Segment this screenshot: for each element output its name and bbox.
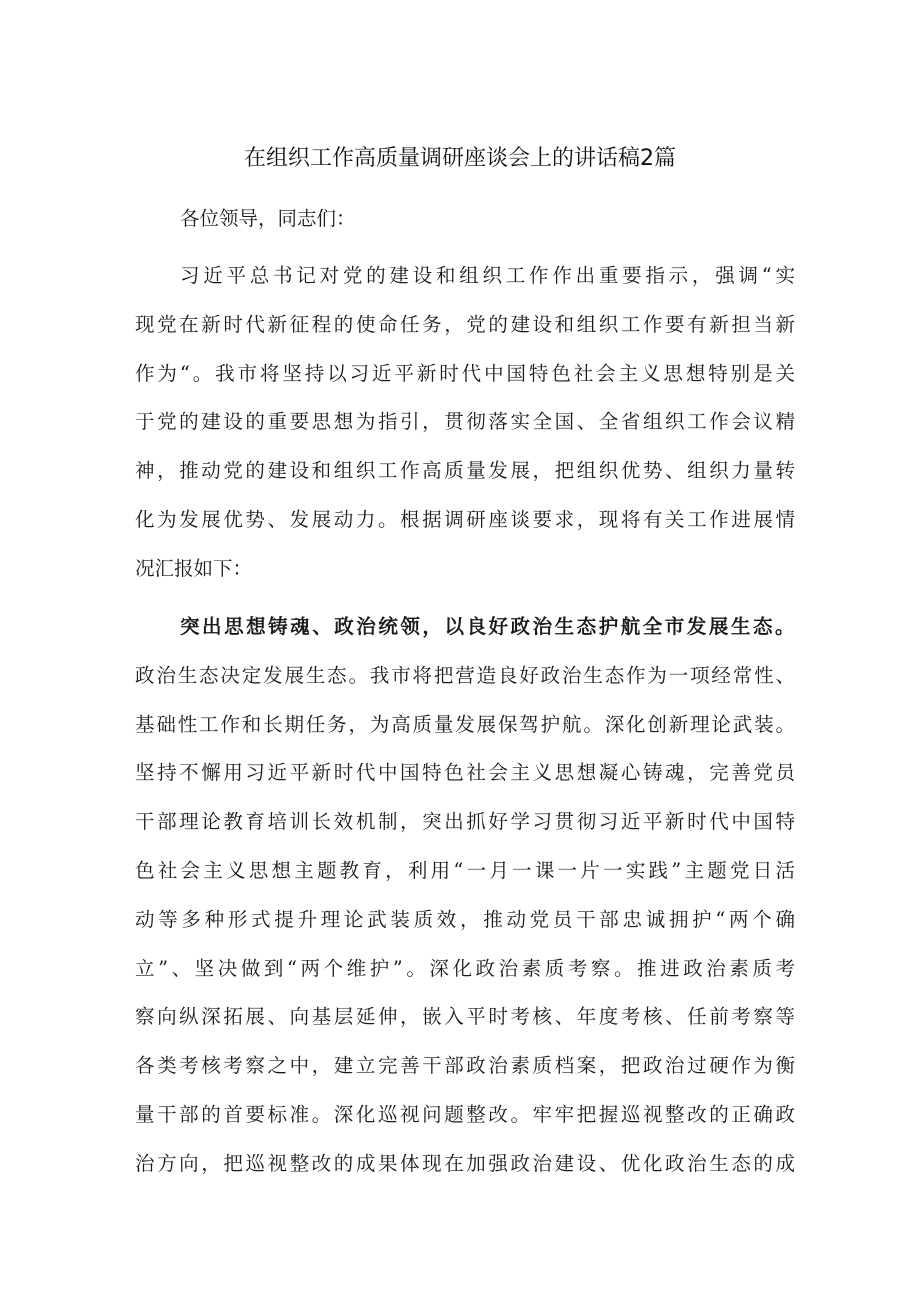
paragraph-line: 察向纵深拓展、向基层延伸，嵌入平时考核、年度考核、任前考察等 xyxy=(135,1005,795,1029)
paragraph-line: 于党的建设的重要思想为指引，贯彻落实全国、全省组织工作会议精 xyxy=(135,410,795,434)
paragraph-line: 坚持不懈用习近平新时代中国特色社会主义思想凝心铸魂，完善党员 xyxy=(135,761,795,785)
paragraph-line: 作为“。我市将坚持以习近平新时代中国特色社会主义思想特别是关 xyxy=(135,361,795,385)
paragraph-line: 动等多种形式提升理论武装质效，推动党员干部忠诚拥护“两个确 xyxy=(135,907,795,931)
paragraph-political-ecology xyxy=(135,603,795,1189)
paragraph-line: 干部理论教育培训长效机制，突出抓好学习贯彻习近平新时代中国特 xyxy=(135,810,795,834)
paragraph-line: 立”、坚决做到“两个维护”。深化政治素质考察。推进政治素质考 xyxy=(135,956,795,980)
paragraph-line: 量干部的首要标准。深化巡视问题整改。牢牢把握巡视整改的正确政 xyxy=(135,1102,795,1126)
paragraph-line: 治方向，把巡视整改的成果体现在加强政治建设、优化政治生态的成 xyxy=(135,1151,795,1175)
paragraph-line: 色社会主义思想主题教育，利用“一月一课一片一实践”主题党日活 xyxy=(135,858,795,882)
paragraph-line: 习近平总书记对党的建设和组织工作作出重要指示，强调“实 xyxy=(180,264,795,287)
paragraph-line: 况汇报如下： xyxy=(135,556,253,580)
document-title: 在组织工作高质量调研座谈会上的讲话稿2篇 xyxy=(244,146,676,171)
greeting: 各位领导，同志们： xyxy=(180,207,356,230)
section-heading: 突出思想铸魂、政治统领，以良好政治生态护航全市发展生态。 xyxy=(180,615,795,638)
paragraph-line: 政治生态决定发展生态。我市将把营造良好政治生态作为一项经常性、 xyxy=(135,663,795,687)
paragraph-line: 现党在新时代新征程的使命任务，党的建设和组织工作要有新担当新 xyxy=(135,312,795,336)
paragraph-line: 神，推动党的建设和组织工作高质量发展，把组织优势、组织力量转 xyxy=(135,459,795,483)
paragraph-line: 基础性工作和长期任务，为高质量发展保驾护航。深化创新理论武装。 xyxy=(135,712,795,736)
paragraph-intro xyxy=(135,252,795,594)
paragraph-line: 各类考核考察之中，建立完善干部政治素质档案，把政治过硬作为衡 xyxy=(135,1054,795,1078)
paragraph-line: 化为发展优势、发展动力。根据调研座谈要求，现将有关工作进展情 xyxy=(135,507,795,531)
